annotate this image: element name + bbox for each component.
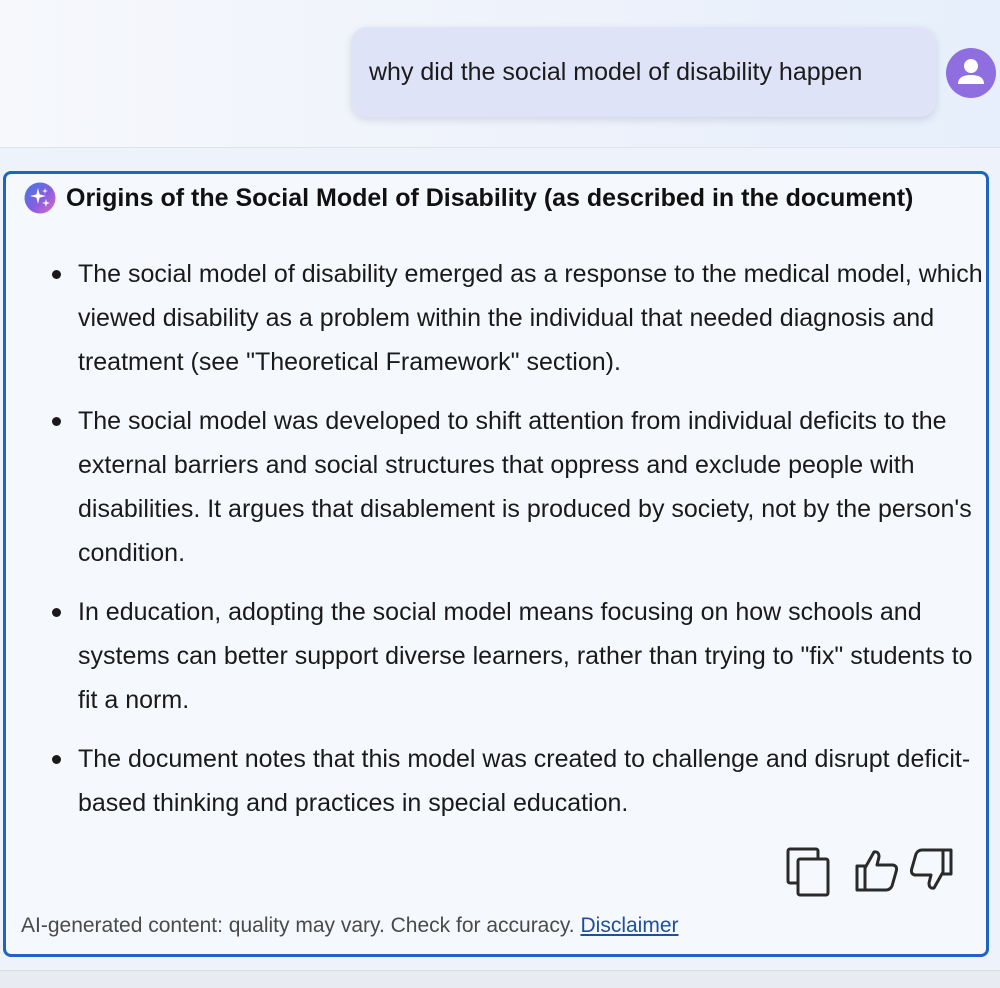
disclaimer-link[interactable]: Disclaimer — [580, 914, 679, 937]
list-item: The social model of disability emerged as a response to the medical model, which viewed disability as a problem within the individual that needed diagnosis and treatment (see "Theoretical Framework" section). — [78, 252, 983, 384]
answer-actions — [785, 846, 960, 900]
list-item: The social model was developed to shift attention from individual deficits to the external barriers and social structures that oppress and exclude people with disabilities. It argues that disablement is produced by society, not by the person's condition. — [78, 399, 983, 575]
list-item: In education, adopting the social model means focusing on how schools and systems can better support diverse learners, rather than trying to "fix" students to fit a norm. — [78, 590, 983, 722]
user-avatar[interactable] — [946, 48, 996, 98]
copy-button[interactable] — [785, 846, 837, 900]
sparkle-icon — [24, 182, 56, 214]
ai-disclaimer-note — [21, 914, 679, 938]
answer-title: Origins of the Social Model of Disability (as described in the document) — [66, 183, 914, 212]
person-icon — [946, 48, 996, 98]
user-message-bubble — [351, 27, 936, 117]
list-item: The document notes that this model was created to challenge and disrupt deficit-based thinking and practices in special education. — [78, 737, 983, 825]
thumbs-up-icon — [853, 846, 901, 894]
answer-bullet-list — [78, 252, 983, 840]
assistant-answer-card — [3, 171, 989, 957]
thumbs-down-button[interactable] — [907, 846, 955, 894]
copy-icon — [785, 846, 837, 900]
thumbs-down-icon — [907, 846, 955, 894]
thumbs-up-button[interactable] — [853, 846, 901, 894]
bottom-divider — [0, 970, 1000, 988]
ai-disclaimer-text: AI-generated content: quality may vary. Check for accuracy. — [21, 914, 575, 937]
answer-header — [24, 182, 913, 214]
user-message-area — [0, 0, 1000, 148]
user-message-text: why did the social model of disability happen — [369, 57, 863, 86]
